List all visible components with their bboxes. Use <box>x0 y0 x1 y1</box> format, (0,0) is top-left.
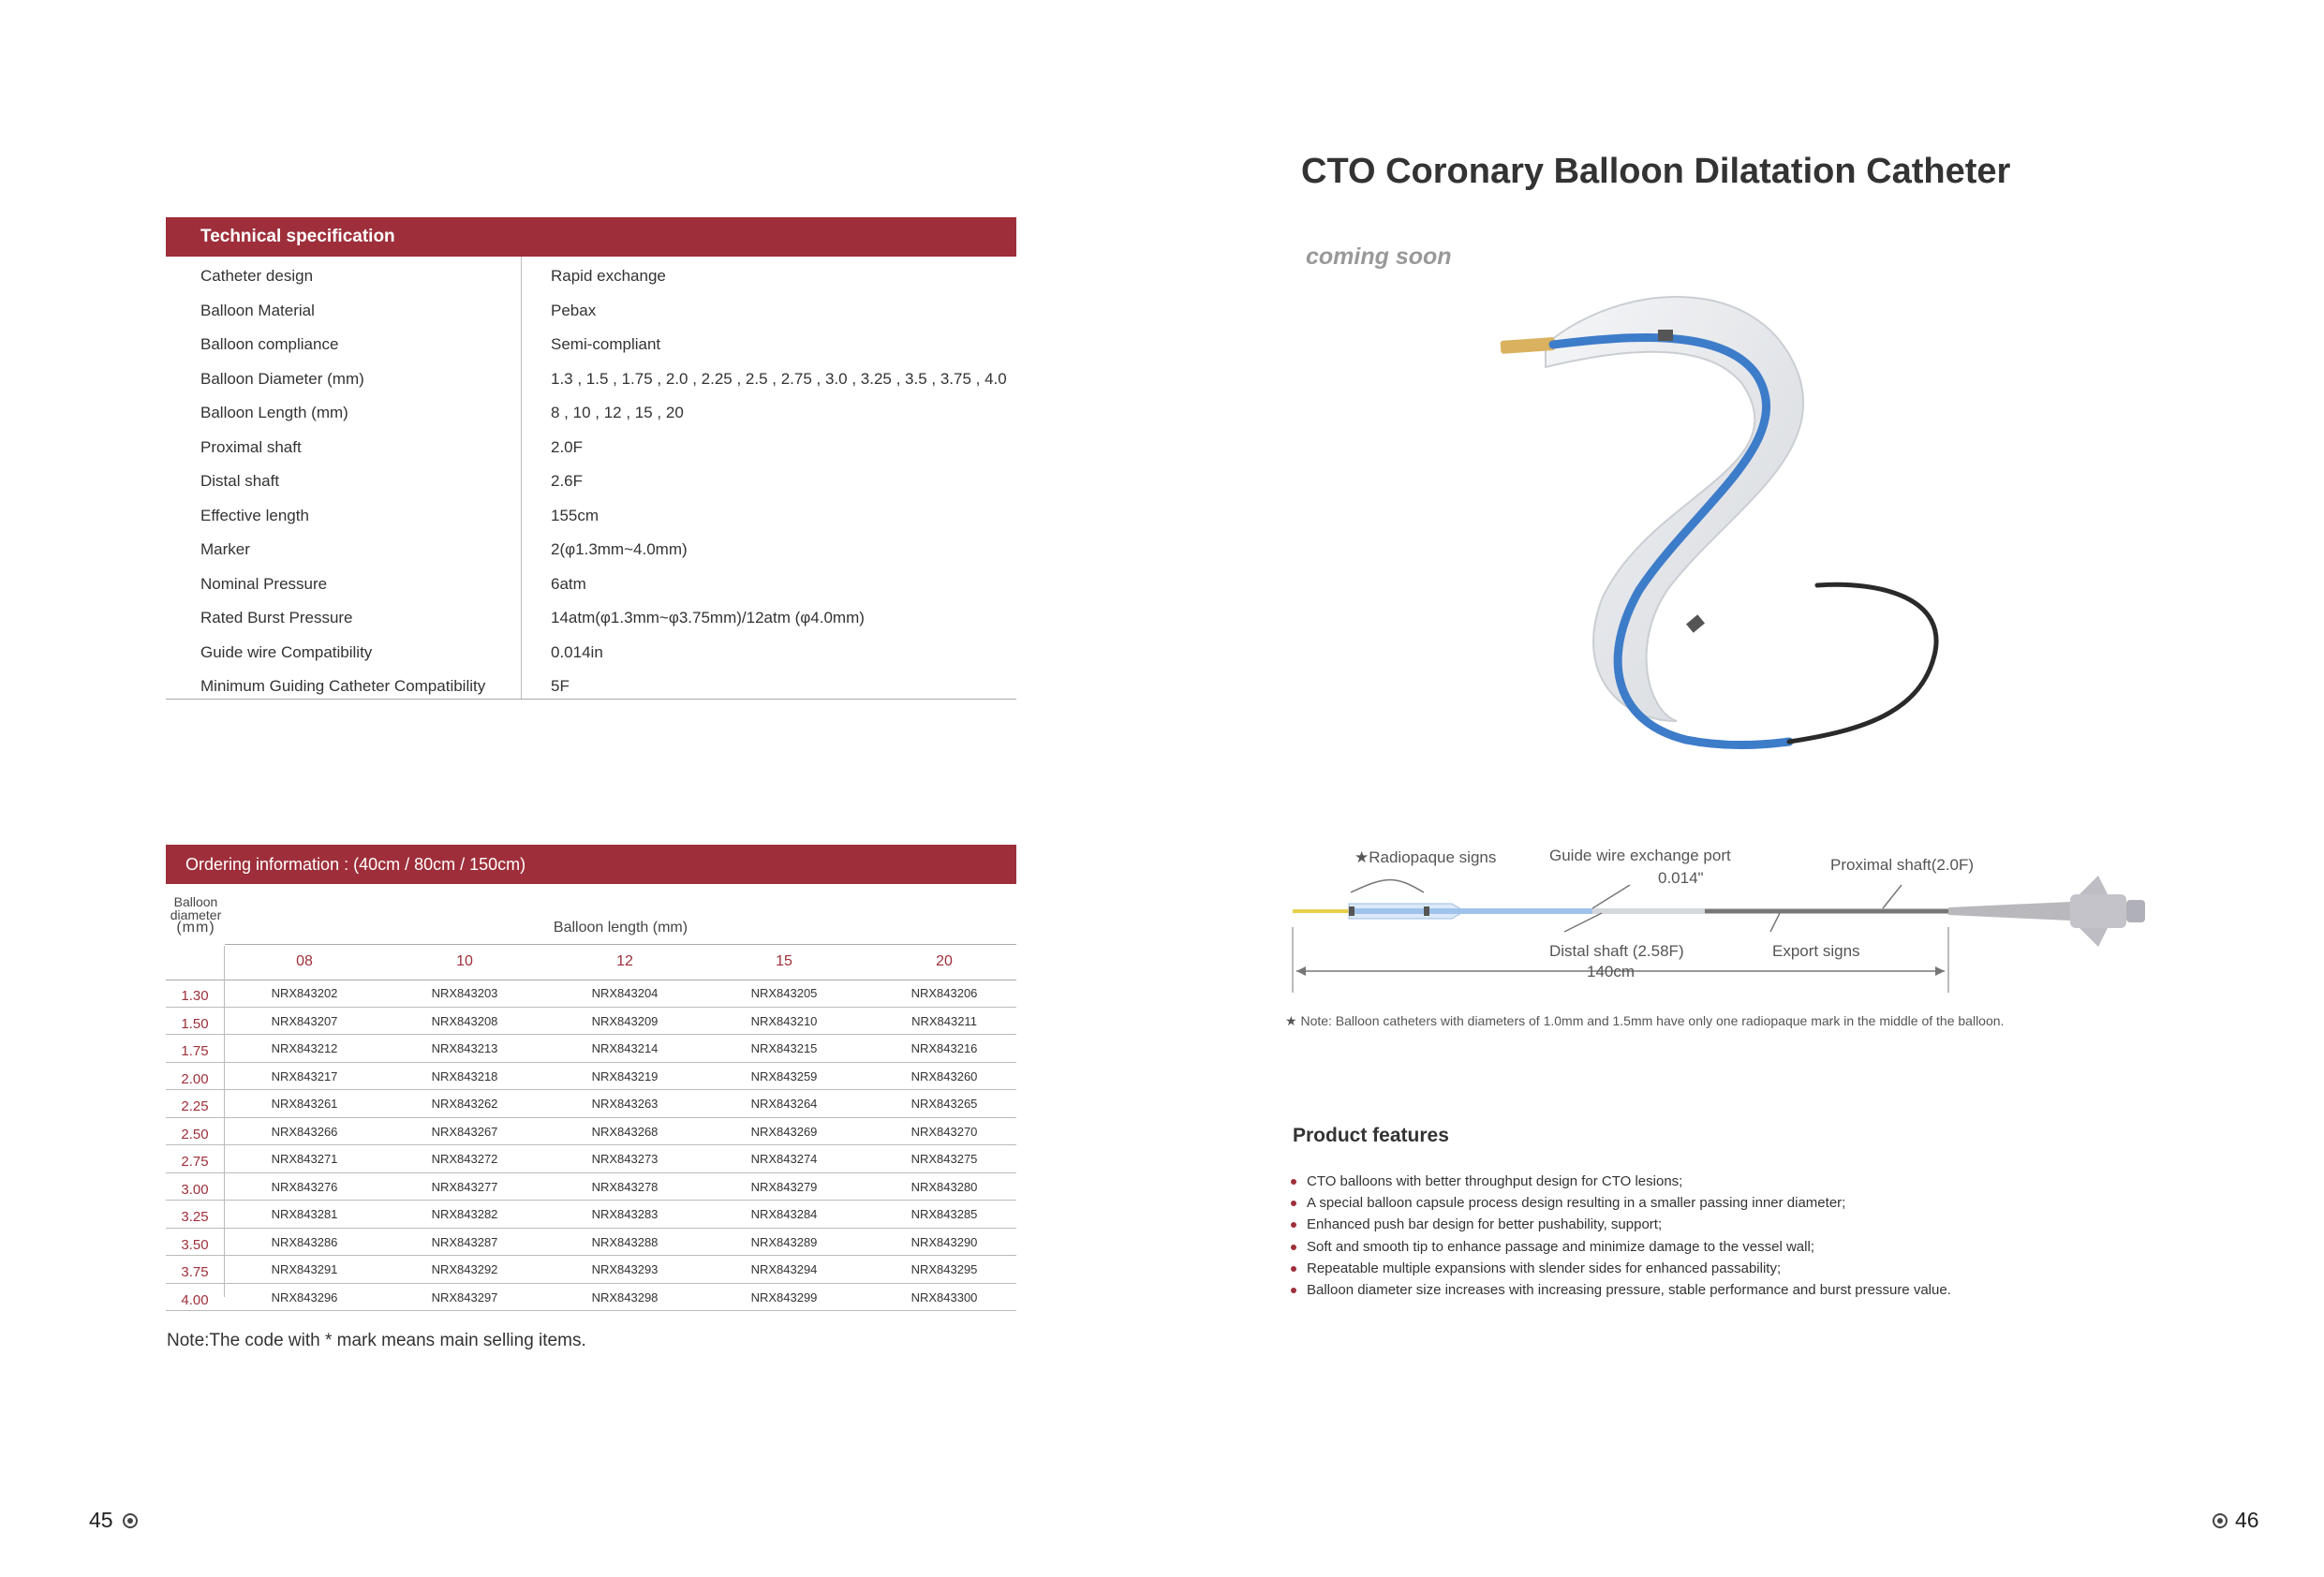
code-cell: NRX843211 <box>911 1013 977 1028</box>
bullet-icon <box>1291 1201 1296 1206</box>
label-gw-port: Guide wire exchange port <box>1549 847 1731 864</box>
code-cell: NRX843213 <box>431 1041 498 1055</box>
spec-key: Nominal Pressure <box>200 574 328 593</box>
balloon-shape <box>1546 297 1803 721</box>
diameter-cell: 3.50 <box>181 1236 209 1253</box>
balloon-length-label: Balloon length (mm) <box>553 920 688 936</box>
spec-table <box>166 257 1016 701</box>
label-radiopaque-text: Radiopaque signs <box>1369 848 1497 866</box>
code-cell: NRX843218 <box>431 1069 498 1083</box>
code-cell: NRX843215 <box>750 1041 818 1055</box>
spec-key: Guide wire Compatibility <box>200 642 373 661</box>
spec-row <box>166 496 1016 531</box>
spec-row <box>166 633 1016 668</box>
label-distal: Distal shaft (2.58F) <box>1549 942 1684 960</box>
spec-row <box>166 565 1016 599</box>
code-cell: NRX843283 <box>591 1207 659 1221</box>
spec-value: 155cm <box>551 506 600 524</box>
code-cell: NRX843209 <box>591 1013 659 1028</box>
corner-line-1: Balloon <box>173 894 218 909</box>
spec-value: 6atm <box>551 574 586 593</box>
diameter-cell: 4.00 <box>181 1291 209 1308</box>
code-cell: NRX843260 <box>910 1069 978 1083</box>
table-row <box>166 1090 1016 1118</box>
spec-value: Rapid exchange <box>551 267 666 285</box>
table-row <box>166 1229 1016 1257</box>
diameter-cell: 2.00 <box>181 1070 209 1087</box>
code-cell: NRX843266 <box>271 1124 338 1139</box>
features-list <box>1291 1173 1951 1304</box>
code-cell: NRX843216 <box>910 1041 978 1055</box>
diagram-note: ★ Note: Balloon catheters with diameters of 1.0mm and 1.5mm have only one radiopaque mark in the middle of the balloon. <box>1285 1013 2005 1028</box>
diameter-cell: 1.75 <box>181 1043 209 1059</box>
code-cell: NRX843296 <box>271 1290 338 1304</box>
spec-key: Balloon compliance <box>200 335 339 353</box>
page-dot-left-icon <box>123 1513 138 1528</box>
diagram-note-text: Note: Balloon catheters with diameters of 1.0mm and 1.5mm have only one radiopaque mark in the middle of the balloon. <box>1300 1013 2005 1028</box>
code-cell: NRX843272 <box>431 1152 498 1166</box>
spec-row <box>166 667 1016 701</box>
diameter-cell: 3.75 <box>181 1264 209 1280</box>
length-header: 10 <box>456 953 473 969</box>
spec-row <box>166 428 1016 463</box>
spec-title: Technical specification <box>200 227 395 246</box>
spec-key: Rated Burst Pressure <box>200 609 353 626</box>
spec-row <box>166 360 1016 394</box>
features-title: Product features <box>1293 1125 1449 1146</box>
table-row <box>166 980 1016 1008</box>
corner-line-3: (mm) <box>176 920 215 936</box>
code-cell: NRX843206 <box>910 986 978 1000</box>
code-cell: NRX843202 <box>271 986 338 1000</box>
marker-1 <box>1658 330 1673 341</box>
spec-key: Catheter design <box>200 267 314 285</box>
code-cell: NRX843288 <box>591 1234 659 1249</box>
code-cell: NRX843264 <box>750 1097 818 1111</box>
code-cell: NRX843271 <box>271 1152 338 1166</box>
spec-row <box>166 598 1016 633</box>
code-cell: NRX843291 <box>271 1262 338 1276</box>
ordering-note: Note:The code with * mark means main selling items. <box>167 1331 586 1350</box>
spec-value: 14atm(φ1.3mm~φ3.75mm)/12atm (φ4.0mm) <box>551 609 865 626</box>
spec-bottom-line <box>166 699 1016 700</box>
spec-header <box>166 217 1016 257</box>
table-row <box>166 1063 1016 1091</box>
feature-text: A special balloon capsule process design resulting in a smaller passing inner diameter; <box>1307 1195 1846 1212</box>
label-gw-size: 0.014" <box>1658 869 1704 887</box>
code-cell: NRX843261 <box>271 1097 338 1111</box>
code-cell: NRX843276 <box>271 1179 338 1194</box>
code-cell: NRX843214 <box>591 1041 659 1055</box>
catheter-illustration <box>1489 281 1958 768</box>
spec-row <box>166 291 1016 326</box>
spec-value: 8 , 10 , 12 , 15 , 20 <box>551 404 684 421</box>
code-cell: NRX843265 <box>910 1097 978 1111</box>
page-dot-right-icon <box>2213 1513 2228 1528</box>
spec-row <box>166 325 1016 360</box>
code-cell: NRX843207 <box>271 1013 338 1028</box>
spec-value: Pebax <box>551 301 597 319</box>
ordering-divider <box>224 946 225 1297</box>
feature-text: Enhanced push bar design for better pushability, support; <box>1307 1216 1663 1233</box>
code-cell: NRX843284 <box>750 1207 818 1221</box>
code-cell: NRX843275 <box>910 1152 978 1166</box>
table-row <box>166 1284 1016 1312</box>
code-cell: NRX843263 <box>591 1097 659 1111</box>
code-cell: NRX843282 <box>431 1207 498 1221</box>
code-cell: NRX843285 <box>910 1207 978 1221</box>
diameter-cell: 1.30 <box>181 988 209 1004</box>
marker-2 <box>1686 614 1705 632</box>
ordering-table <box>166 980 1016 1311</box>
spec-row <box>166 393 1016 428</box>
code-cell: NRX843298 <box>591 1290 659 1304</box>
code-cell: NRX843270 <box>910 1124 978 1139</box>
code-cell: NRX843219 <box>591 1069 659 1083</box>
table-row <box>166 1201 1016 1229</box>
code-cell: NRX843289 <box>750 1234 818 1249</box>
feature-text: Repeatable multiple expansions with slender sides for enhanced passability; <box>1307 1260 1782 1276</box>
spec-value: Semi-compliant <box>551 335 661 353</box>
code-cell: NRX843259 <box>750 1069 818 1083</box>
ordering-header <box>166 845 1016 884</box>
code-cell: NRX843287 <box>431 1234 498 1249</box>
code-cell: NRX843269 <box>750 1124 818 1139</box>
spec-key: Effective length <box>200 506 309 524</box>
feature-item <box>1291 1282 1951 1304</box>
code-cell: NRX843268 <box>591 1124 659 1139</box>
spec-row <box>166 462 1016 496</box>
table-row <box>166 1256 1016 1284</box>
code-cell: NRX843205 <box>750 986 818 1000</box>
code-cell: NRX843279 <box>750 1179 818 1194</box>
code-cell: NRX843273 <box>591 1152 659 1166</box>
spec-key: Minimum Guiding Catheter Compatibility <box>200 677 486 695</box>
spec-key: Distal shaft <box>200 472 280 490</box>
table-row <box>166 1118 1016 1146</box>
ordering-title: Ordering information : (40cm / 80cm / 150cm) <box>185 855 526 874</box>
feature-item <box>1291 1260 1951 1282</box>
diameter-cell: 2.75 <box>181 1154 209 1170</box>
label-proximal: Proximal shaft(2.0F) <box>1830 856 1975 874</box>
corner-line-2: diameter <box>170 907 222 922</box>
spec-key: Proximal shaft <box>200 437 302 456</box>
page-number-left: 45 <box>89 1508 113 1532</box>
feature-item <box>1291 1195 1951 1216</box>
page-number-right: 46 <box>2235 1508 2259 1532</box>
feature-text: Soft and smooth tip to enhance passage and minimize damage to the vessel wall; <box>1307 1238 1814 1255</box>
code-cell: NRX843299 <box>750 1290 818 1304</box>
code-cell: NRX843210 <box>750 1013 818 1028</box>
spec-value: 2(φ1.3mm~4.0mm) <box>551 540 688 558</box>
length-header: 08 <box>296 953 313 969</box>
table-row <box>166 1145 1016 1173</box>
code-cell: NRX843290 <box>910 1234 978 1249</box>
code-cell: NRX843267 <box>431 1124 498 1139</box>
label-radiopaque: ★Radiopaque signs <box>1354 848 1497 866</box>
header-line <box>225 944 1016 945</box>
spec-row <box>166 257 1016 291</box>
diameter-cell: 3.25 <box>181 1209 209 1225</box>
code-cell: NRX843262 <box>431 1097 498 1111</box>
code-cell: NRX843297 <box>431 1290 498 1304</box>
balloon-diameter-label <box>167 895 225 935</box>
diameter-cell: 2.50 <box>181 1126 209 1142</box>
code-cell: NRX843293 <box>591 1262 659 1276</box>
diameter-cell: 2.25 <box>181 1098 209 1114</box>
proximal-wire <box>1789 584 1936 742</box>
spec-key: Balloon Diameter (mm) <box>200 369 364 388</box>
spec-key: Balloon Material <box>200 301 315 319</box>
table-row <box>166 1008 1016 1036</box>
code-cell: NRX843217 <box>271 1069 338 1083</box>
code-cell: NRX843294 <box>750 1262 818 1276</box>
code-cell: NRX843274 <box>750 1152 818 1166</box>
spec-row <box>166 530 1016 565</box>
label-export: Export signs <box>1772 942 1860 960</box>
code-cell: NRX843212 <box>271 1041 338 1055</box>
spec-divider <box>521 257 522 699</box>
label-length: 140cm <box>1587 963 1636 980</box>
code-cell: NRX843286 <box>271 1234 338 1249</box>
length-header: 20 <box>936 953 953 969</box>
code-cell: NRX843300 <box>910 1290 978 1304</box>
code-cell: NRX843280 <box>910 1179 978 1194</box>
feature-text: CTO balloons with better throughput design for CTO lesions; <box>1307 1173 1683 1189</box>
product-title: CTO Coronary Balloon Dilatation Catheter <box>1301 152 2011 191</box>
diameter-cell: 1.50 <box>181 1015 209 1032</box>
length-header: 12 <box>616 953 633 969</box>
code-cell: NRX843292 <box>431 1262 498 1276</box>
code-cell: NRX843208 <box>431 1013 498 1028</box>
table-row <box>166 1173 1016 1201</box>
feature-item <box>1291 1239 1951 1260</box>
code-cell: NRX843281 <box>271 1207 338 1221</box>
code-cell: NRX843278 <box>591 1179 659 1194</box>
code-cell: NRX843277 <box>431 1179 498 1194</box>
bullet-icon <box>1291 1288 1296 1293</box>
diameter-cell: 3.00 <box>181 1181 209 1198</box>
code-cell: NRX843204 <box>591 986 659 1000</box>
bullet-icon <box>1291 1222 1296 1228</box>
length-header: 15 <box>776 953 792 969</box>
spec-value: 5F <box>551 677 570 695</box>
table-row <box>166 1035 1016 1063</box>
spec-value: 0.014in <box>551 642 603 661</box>
bullet-icon <box>1291 1266 1296 1272</box>
spec-value: 1.3 , 1.5 , 1.75 , 2.0 , 2.25 , 2.5 , 2.75 , 3.0 , 3.25 , 3.5 , 3.75 , 4.0 <box>551 369 1007 388</box>
bullet-icon <box>1291 1245 1296 1250</box>
bullet-icon <box>1291 1179 1296 1185</box>
spec-key: Marker <box>200 540 250 558</box>
code-cell: NRX843203 <box>431 986 498 1000</box>
feature-item <box>1291 1173 1951 1195</box>
feature-item <box>1291 1216 1951 1238</box>
spec-key: Balloon Length (mm) <box>200 404 348 421</box>
spec-value: 2.6F <box>551 472 584 490</box>
feature-text: Balloon diameter size increases with increasing pressure, stable performance and burst pressure value. <box>1307 1281 1951 1298</box>
coming-soon: coming soon <box>1306 243 1452 270</box>
spec-value: 2.0F <box>551 437 584 456</box>
code-cell: NRX843295 <box>910 1262 978 1276</box>
